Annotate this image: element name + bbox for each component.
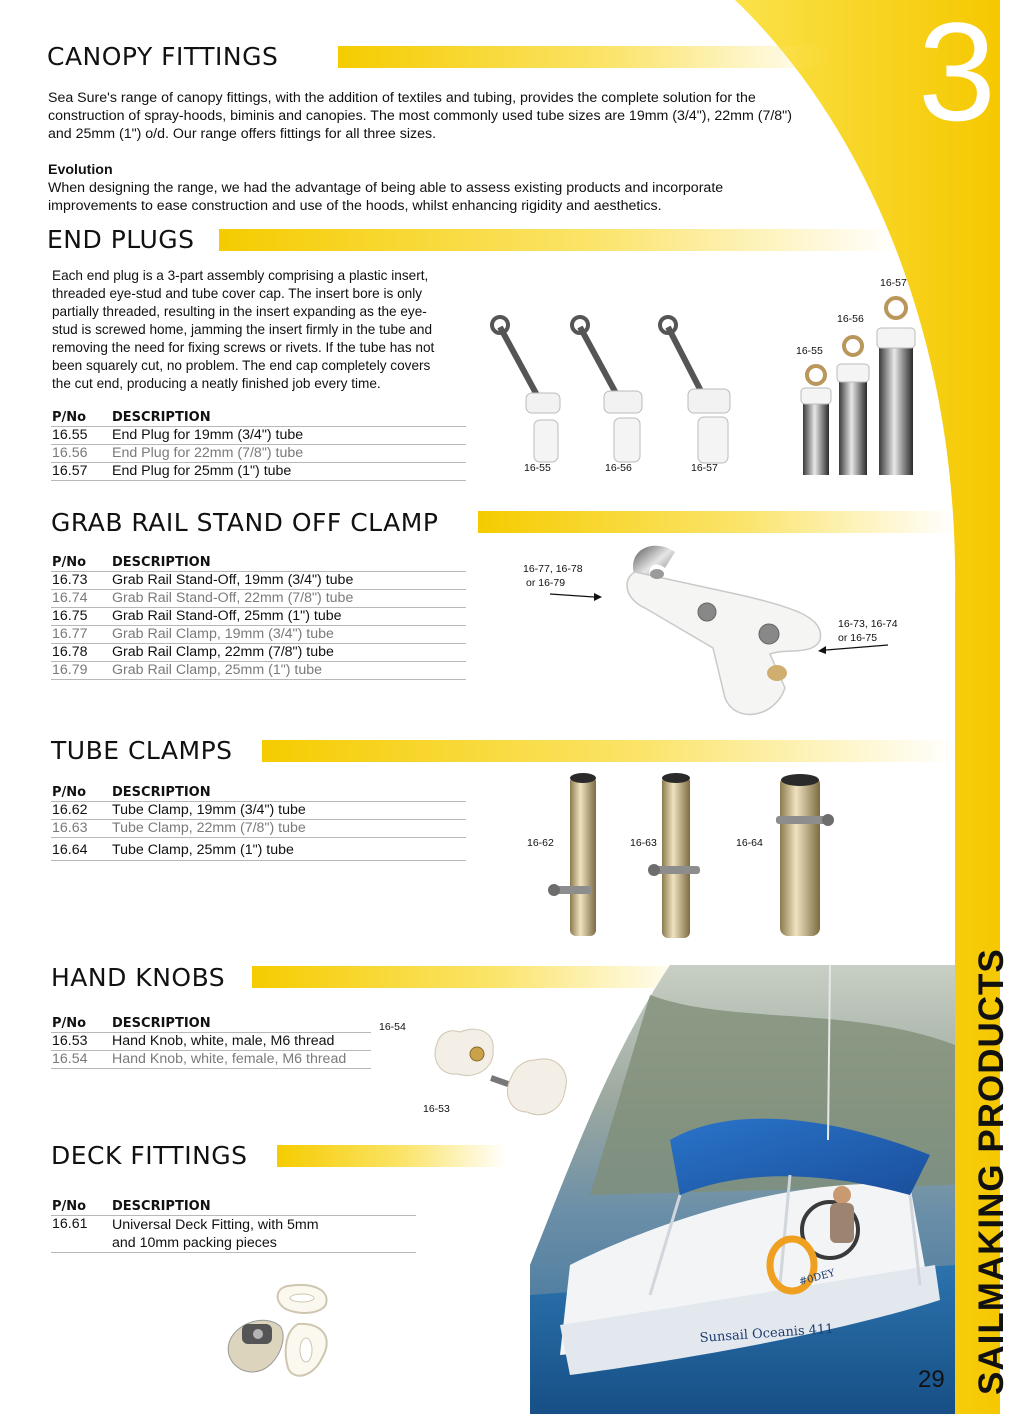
text-line: been squarely cut, no problem. The end cap completely covers: [52, 358, 431, 373]
text-line: removing the need for fixing screws or rivets. If the tube has not: [52, 340, 435, 355]
text-line: Sea Sure's range of canopy fittings, with the addition of textiles and tubing, provides the complete solution for the: [48, 90, 756, 106]
heading-bar: [478, 511, 956, 533]
text-line: partially threaded, resulting in the insert expanding as the eye-: [52, 304, 427, 319]
pno-header: P/No: [52, 555, 87, 570]
page-number: 29: [918, 1366, 945, 1393]
end-plugs-text: [52, 267, 472, 393]
end-plugs-heading: END PLUGS: [47, 225, 195, 254]
desc-header: DESCRIPTION: [112, 1016, 211, 1031]
table-row: [51, 1033, 371, 1051]
bow-name: #0DEY: [797, 1267, 837, 1288]
heading-bar: [262, 740, 956, 762]
desc-header: DESCRIPTION: [112, 410, 211, 425]
part-description: Grab Rail Clamp, 22mm (7/8") tube: [112, 644, 334, 660]
part-number: 16.73: [52, 572, 88, 588]
table-row: [51, 662, 466, 680]
part-description: [112, 1216, 416, 1252]
deck-fitting-image: [218, 1278, 363, 1383]
end-plug-2: [572, 317, 642, 462]
table-row: [51, 802, 466, 820]
image-label: 16-63: [630, 837, 657, 849]
image-label: 16-53: [423, 1103, 450, 1115]
table-row: [51, 608, 466, 626]
part-number: 16.57: [52, 463, 88, 479]
text-line: improvements to ease construction and use of the hoods, whilst enhancing rigidity and aesthetics.: [48, 198, 662, 214]
part-number: 16.75: [52, 608, 88, 624]
part-description: Tube Clamp, 22mm (7/8") tube: [112, 820, 306, 836]
grab-rail-clamp-image: [595, 538, 840, 723]
text-line: and 10mm packing pieces: [112, 1235, 277, 1251]
pno-header: P/No: [52, 1199, 87, 1214]
end-plug-3: [660, 317, 730, 463]
text-line: and 25mm (1") o/d. Our range offers fittings for all three sizes.: [48, 126, 437, 142]
table-row: [51, 445, 466, 463]
heading-bar: [219, 229, 899, 251]
end-plug-1: [492, 317, 560, 462]
part-description: Tube Clamp, 19mm (3/4") tube: [112, 802, 306, 818]
desc-header: DESCRIPTION: [112, 785, 211, 800]
table-header: [51, 410, 466, 427]
part-description: Hand Knob, white, female, M6 thread: [112, 1051, 347, 1067]
table-row: [51, 590, 466, 608]
part-number: 16.55: [52, 427, 88, 443]
part-description: Grab Rail Clamp, 25mm (1") tube: [112, 662, 323, 678]
text-line: stud is screwed home, jamming the insert firmly in the tube and: [52, 322, 433, 337]
part-description: Grab Rail Stand-Off, 25mm (1") tube: [112, 608, 342, 624]
grab-rail-heading: GRAB RAIL STAND OFF CLAMP: [51, 508, 439, 537]
end-plugs-table: [51, 410, 466, 481]
table-header: [51, 555, 466, 572]
part-description: Grab Rail Stand-Off, 19mm (3/4") tube: [112, 572, 354, 588]
canopy-heading: CANOPY FITTINGS: [47, 42, 279, 71]
hand-knobs-heading: HAND KNOBS: [51, 963, 226, 992]
knob-female: [435, 1029, 493, 1075]
part-number: 16.74: [52, 590, 88, 606]
image-label: or 16-79: [526, 577, 566, 589]
hand-knobs-table: [51, 1016, 371, 1069]
heading-bar: [277, 1145, 507, 1167]
arrow-icon: [818, 642, 888, 656]
end-plug-exploded-image: [490, 305, 740, 475]
image-label: 16-54: [379, 1021, 406, 1033]
text-line: the cut end, producing a neatly finished job every time.: [52, 376, 381, 391]
part-description: End Plug for 25mm (1") tube: [112, 463, 292, 479]
part-description: Grab Rail Stand-Off, 22mm (7/8") tube: [112, 590, 354, 606]
table-header: [51, 785, 466, 802]
image-label: 16-77, 16-78: [523, 563, 583, 575]
image-label: 16-57: [691, 462, 718, 474]
tube-clamps-heading: TUBE CLAMPS: [51, 736, 233, 765]
evolution-heading: Evolution: [48, 162, 113, 178]
table-row: [51, 572, 466, 590]
table-row: [51, 838, 466, 861]
text-line: Universal Deck Fitting, with 5mm: [112, 1217, 319, 1233]
part-description: End Plug for 19mm (3/4") tube: [112, 427, 304, 443]
arrow-icon: [550, 588, 602, 602]
table-row: [51, 644, 466, 662]
image-label: or 16-75: [838, 632, 878, 644]
image-label: 16-55: [524, 462, 551, 474]
vertical-section-title: SAILMAKING PRODUCTS: [972, 948, 1011, 1395]
part-description: End Plug for 22mm (7/8") tube: [112, 445, 304, 461]
image-label: 16-56: [837, 313, 864, 325]
part-number: 16.79: [52, 662, 88, 678]
knob-male: [491, 1059, 566, 1115]
text-line: Each end plug is a 3-part assembly comprising a plastic insert,: [52, 268, 429, 283]
part-description: Grab Rail Clamp, 19mm (3/4") tube: [112, 626, 334, 642]
part-number: 16.64: [52, 842, 88, 858]
text-line: When designing the range, we had the advantage of being able to assess existing products and incorporate: [48, 180, 724, 196]
table-header: [51, 1016, 371, 1033]
image-label: 16-62: [527, 837, 554, 849]
part-number: 16.53: [52, 1033, 88, 1049]
part-number: 16.56: [52, 445, 88, 461]
tube-clamps-image: [540, 768, 840, 943]
chapter-number: 3: [918, 0, 996, 150]
sailboat-photo: [530, 965, 955, 1414]
heading-bar: [338, 46, 833, 68]
part-number: 16.78: [52, 644, 88, 660]
part-number: 16.77: [52, 626, 88, 642]
part-number: 16.62: [52, 802, 88, 818]
image-label: 16-57: [880, 277, 907, 289]
table-row: [51, 427, 466, 445]
table-header: [51, 1199, 416, 1216]
grab-rail-table: [51, 555, 466, 680]
part-description: Tube Clamp, 25mm (1") tube: [112, 842, 294, 858]
canopy-intro: [48, 89, 878, 143]
image-label: 16-55: [796, 345, 823, 357]
table-row: [51, 463, 466, 481]
tube-clamps-table: [51, 785, 466, 861]
desc-header: DESCRIPTION: [112, 1199, 211, 1214]
pno-header: P/No: [52, 410, 87, 425]
pno-header: P/No: [52, 785, 87, 800]
table-row: [51, 1051, 371, 1069]
text-line: threaded eye-stud and tube cover cap. The insert bore is only: [52, 286, 423, 301]
table-row: [51, 626, 466, 644]
deck-fittings-table: [51, 1199, 416, 1253]
deck-fittings-heading: DECK FITTINGS: [51, 1141, 248, 1170]
text-line: construction of spray-hoods, biminis and canopies. The most commonly used tube sizes are 19mm (3/4"), 22mm (7/8"): [48, 108, 792, 124]
table-row: [51, 820, 466, 838]
table-row: [51, 1216, 416, 1253]
image-label: 16-73, 16-74: [838, 618, 898, 630]
evolution-text: [48, 179, 878, 215]
part-description: Hand Knob, white, male, M6 thread: [112, 1033, 335, 1049]
image-label: 16-64: [736, 837, 763, 849]
hull-name: Sunsail Oceanis 411: [699, 1321, 835, 1346]
image-label: 16-56: [605, 462, 632, 474]
part-number: 16.54: [52, 1051, 88, 1067]
desc-header: DESCRIPTION: [112, 555, 211, 570]
pno-header: P/No: [52, 1016, 87, 1031]
part-number: 16.63: [52, 820, 88, 836]
part-number: 16.61: [52, 1216, 88, 1232]
